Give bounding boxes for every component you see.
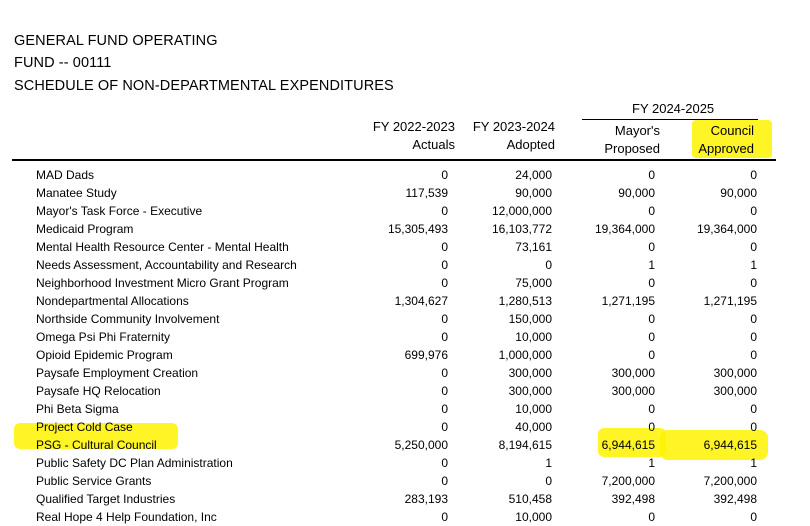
cell-adopted: 40,000 [515,420,552,434]
cell-proposed: 0 [648,240,655,254]
cell-proposed: 1,271,195 [601,294,655,308]
column-header-approved-line1: Council [710,123,754,138]
cell-adopted: 12,000,000 [491,204,552,218]
row-label: Manatee Study [36,186,117,200]
cell-adopted: 16,103,772 [491,222,552,236]
cell-actuals: 283,193 [404,492,448,506]
group-header-underline [582,119,758,120]
cell-proposed: 0 [648,330,655,344]
table-row [0,310,810,328]
cell-adopted: 1 [545,456,552,470]
cell-approved: 0 [750,240,757,254]
cell-actuals: 5,250,000 [394,438,448,452]
table-row [0,490,810,508]
cell-adopted: 90,000 [515,186,552,200]
row-label: PSG - Cultural Council [36,438,157,452]
cell-actuals: 0 [441,384,448,398]
cell-approved: 392,498 [713,492,757,506]
cell-approved: 0 [750,330,757,344]
column-header-proposed [604,122,660,158]
cell-adopted: 75,000 [515,276,552,290]
cell-proposed: 1 [648,456,655,470]
table-row [0,454,810,472]
cell-proposed: 0 [648,348,655,362]
cell-adopted: 0 [545,258,552,272]
row-label: Neighborhood Investment Micro Grant Program [36,276,289,290]
cell-approved: 0 [750,420,757,434]
row-label: Project Cold Case [36,420,133,434]
table-row [0,364,810,382]
row-label: Nondepartmental Allocations [36,294,189,308]
column-header-adopted-line2: Adopted [506,137,555,152]
cell-proposed: 1 [648,258,655,272]
table-row [0,472,810,490]
cell-approved: 0 [750,312,757,326]
cell-actuals: 0 [441,276,448,290]
header-rule [12,159,776,161]
cell-adopted: 10,000 [515,330,552,344]
row-label: MAD Dads [36,168,95,182]
cell-proposed: 392,498 [611,492,655,506]
table-row [0,256,810,274]
table-row [0,400,810,418]
row-label: Public Safety DC Plan Administration [36,456,233,470]
table-row [0,238,810,256]
cell-adopted: 24,000 [515,168,552,182]
table-row [0,328,810,346]
cell-adopted: 510,458 [508,492,552,506]
row-label: Omega Psi Phi Fraternity [36,330,171,344]
table-row [0,184,810,202]
cell-proposed: 90,000 [618,186,655,200]
cell-actuals: 0 [441,474,448,488]
cell-adopted: 10,000 [515,402,552,416]
fiscal-year-group-header: FY 2024-2025 [632,101,715,116]
cell-actuals: 0 [441,204,448,218]
row-label: Paysafe Employment Creation [36,366,199,380]
cell-approved: 0 [750,348,757,362]
cell-approved: 90,000 [720,186,757,200]
row-label: Mayor's Task Force - Executive [36,204,203,218]
cell-actuals: 0 [441,366,448,380]
cell-adopted: 10,000 [515,510,552,524]
column-header-actuals [373,118,455,154]
table-row [0,346,810,364]
column-header-proposed-line1: Mayor's [614,123,660,138]
cell-actuals: 0 [441,510,448,524]
cell-adopted: 1,000,000 [498,348,552,362]
row-label: Mental Health Resource Center - Mental Health [36,240,289,254]
cell-adopted: 73,161 [515,240,552,254]
row-label: Phi Beta Sigma [36,402,119,416]
table-row [0,166,810,184]
column-header-approved-line2: Approved [698,141,754,156]
cell-actuals: 0 [441,240,448,254]
cell-actuals: 0 [441,258,448,272]
cell-actuals: 0 [441,312,448,326]
column-header-approved [698,122,754,158]
cell-approved: 0 [750,276,757,290]
cell-proposed: 0 [648,402,655,416]
cell-proposed: 300,000 [611,366,655,380]
cell-proposed: 300,000 [611,384,655,398]
table-row [0,274,810,292]
cell-approved: 1,271,195 [703,294,757,308]
table-row [0,508,810,526]
cell-actuals: 0 [441,456,448,470]
cell-proposed: 6,944,615 [601,438,655,452]
cell-adopted: 300,000 [508,366,552,380]
row-label: Needs Assessment, Accountability and Research [36,258,297,272]
cell-actuals: 0 [441,168,448,182]
cell-actuals: 15,305,493 [387,222,448,236]
row-label: Public Service Grants [36,474,152,488]
row-label: Paysafe HQ Relocation [36,384,161,398]
table-row [0,220,810,238]
cell-proposed: 0 [648,312,655,326]
cell-actuals: 1,304,627 [394,294,448,308]
cell-proposed: 0 [648,168,655,182]
row-label: Qualified Target Industries [36,492,176,506]
cell-adopted: 150,000 [508,312,552,326]
cell-actuals: 0 [441,330,448,344]
table-row [0,202,810,220]
row-label: Northside Community Involvement [36,312,220,326]
cell-adopted: 0 [545,474,552,488]
cell-actuals: 699,976 [404,348,448,362]
cell-proposed: 0 [648,276,655,290]
column-header-actuals-line1: FY 2022-2023 [372,119,455,134]
column-header-adopted [473,118,555,154]
row-label: Opioid Epidemic Program [36,348,173,362]
cell-proposed: 0 [648,204,655,218]
cell-adopted: 1,280,513 [498,294,552,308]
table-row [0,382,810,400]
cell-adopted: 300,000 [508,384,552,398]
cell-approved: 300,000 [713,384,757,398]
cell-approved: 1 [750,258,757,272]
cell-proposed: 0 [648,420,655,434]
table-row [0,292,810,310]
cell-approved: 300,000 [713,366,757,380]
report-title-line-1: GENERAL FUND OPERATING [14,33,218,49]
cell-approved: 1 [750,456,757,470]
column-header-proposed-line2: Proposed [604,141,660,156]
row-label: Medicaid Program [36,222,134,236]
cell-approved: 6,944,615 [703,438,757,452]
row-label: Real Hope 4 Help Foundation, Inc [36,510,217,524]
cell-approved: 0 [750,204,757,218]
cell-approved: 0 [750,510,757,524]
table-row [0,436,810,454]
cell-actuals: 0 [441,402,448,416]
cell-proposed: 0 [648,510,655,524]
table-row [0,418,810,436]
report-title-line-3: SCHEDULE OF NON-DEPARTMENTAL EXPENDITURES [14,78,394,94]
cell-approved: 0 [750,168,757,182]
report-title-line-2: FUND -- 00111 [14,55,112,71]
cell-approved: 19,364,000 [696,222,757,236]
column-header-actuals-line2: Actuals [412,137,455,152]
cell-actuals: 117,539 [405,186,448,200]
cell-proposed: 19,364,000 [594,222,655,236]
cell-actuals: 0 [441,420,448,434]
cell-adopted: 8,194,615 [498,438,552,452]
cell-approved: 0 [750,402,757,416]
column-header-adopted-line1: FY 2023-2024 [472,119,555,134]
cell-approved: 7,200,000 [703,474,757,488]
cell-proposed: 7,200,000 [601,474,655,488]
